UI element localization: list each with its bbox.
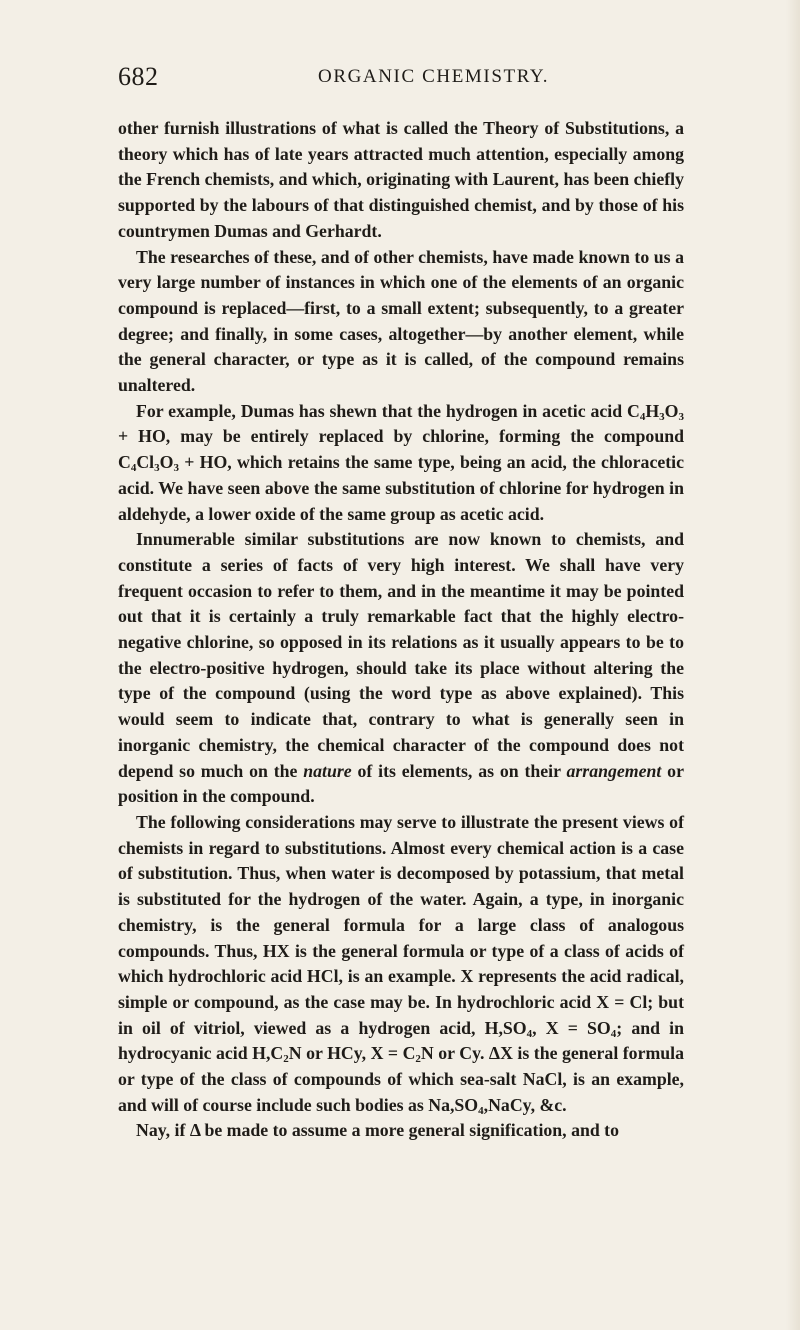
emphasis-nature: nature [303, 760, 352, 781]
body-text [118, 116, 684, 1144]
formula-acetic-acid: $C_4H_3O_3$ + HO, [118, 400, 684, 447]
paragraph-1: other furnish illustrations of what is called the Theory of Substitutions, a theory which has of late years attracted much attention, especially among the French chemists, and which, originating with Laurent, has been chiefly supported by the labours of that distinguished chemist, and by those of his countrymen Dumas and Gerhardt. [118, 118, 684, 241]
running-head: ORGANIC CHEMISTRY. [318, 66, 550, 87]
page-number: 682 [118, 62, 159, 91]
emphasis-arrangement: arrangement [566, 760, 662, 781]
paragraph-3: For example, Dumas has shewn that the hydrogen in acetic acid $C_4H_3O_3$ + HO, may be entirely replaced by chlorine, forming the compound $C_4Cl_3O_3$ + HO, which retains the same type, being an acid, the chloracetic acid. We have seen above the same substitution of chlorine for hydrogen in aldehyde, a lower oxide of the same group as acetic acid. [118, 400, 684, 524]
formula-chloracetic-acid: $C_4Cl_3O_3$ + HO, [118, 452, 232, 475]
paragraph-5: The following considerations may serve to illustrate the present views of chemists in regard to substitutions. Almost every chemical action is a case of substitution. Thus, when water is decomposed by potassium, that metal is substituted for the hydrogen of the water. Again, a type, in inorganic chemistry, is the general formula for a large class of analogous compounds. Thus, HX is the general formula or type of a class of acids of which hydrochloric acid HCl, is an example. X represents the acid radical, simple or compound, as the case may be. In hydrochloric acid X = Cl; but in oil of vitriol, viewed as a hydrogen acid, $H,SO_4$, $X = SO_4$; and in hydrocyanic acid $H,C_2N$ or HCy, $X = C_2N$ or Cy. ΔX is the general formula or type of the class of compounds of which sea-salt NaCl, is an example, and will of course include such bodies as $Na,SO_4,NaCy$, &c. [118, 811, 684, 1117]
paragraph-4: Innumerable similar substitutions are now known to chemists, and constitute a series of facts of very high interest. We shall have very frequent occasion to refer to them, and in the meantime it may be pointed out that it is certainly a truly remarkable fact that the highly electro-negative chlorine, so opposed in its relations as it usually appears to be to the electro-positive hydrogen, should take its place without altering the type of the compound (using the word type as above explained). This would seem to indicate that, contrary to what is generally seen in inorganic chemistry, the chemical character of the compound does not depend so much on the nature of its elements, as on their arrangement or position in the compound. [118, 529, 684, 807]
page-header [118, 62, 682, 92]
page-edge-shadow [786, 0, 800, 1330]
paragraph-6: Nay, if Δ be made to assume a more general signification, and to [136, 1120, 619, 1141]
paragraph-2: The researches of these, and of other chemists, have made known to us a very large number of instances in which one of the elements of an organic compound is replaced—first, to a small extent; subsequently, to a greater degree; and finally, in some cases, altogether—by another element, while the general character, or type as it is called, of the compound remains unaltered. [118, 246, 684, 396]
